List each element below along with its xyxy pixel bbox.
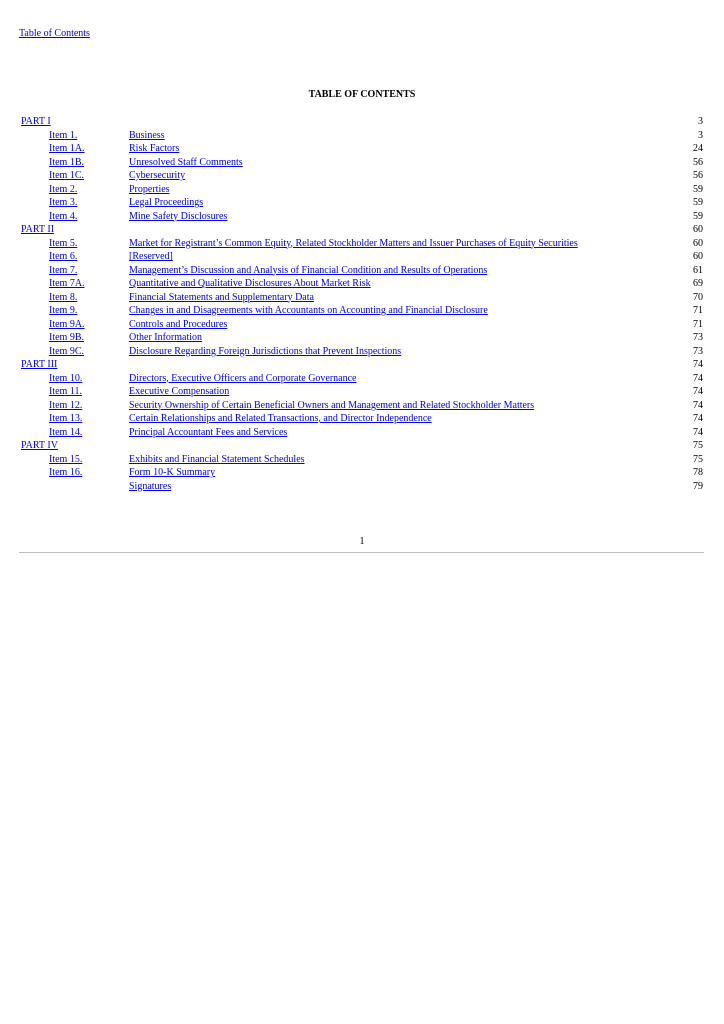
toc-item-number-link[interactable]: Item 1C. — [49, 170, 84, 181]
toc-page-number: 74 — [693, 426, 703, 438]
toc-part-row — [19, 439, 703, 453]
toc-page-number: 59 — [693, 183, 703, 195]
table-of-contents-link[interactable]: Table of Contents — [19, 28, 90, 39]
toc-item-number-link[interactable]: Item 4. — [49, 210, 78, 222]
toc-item-row — [19, 156, 703, 170]
toc-item-title-link[interactable]: Executive Compensation — [129, 386, 230, 397]
toc-part-row — [19, 358, 703, 372]
table-of-contents — [19, 115, 703, 493]
toc-item-title-link[interactable]: Business — [129, 129, 165, 141]
toc-page-number: 70 — [693, 291, 703, 303]
toc-page-number: 60 — [693, 251, 703, 262]
toc-item-row — [19, 331, 703, 345]
toc-item-row — [19, 318, 703, 332]
toc-page-number: 59 — [693, 197, 703, 208]
toc-page-number: 60 — [693, 237, 703, 249]
toc-item-number-link[interactable]: Item 7. — [49, 264, 78, 276]
toc-item-row — [19, 129, 703, 143]
toc-page-number: 73 — [693, 332, 703, 343]
toc-item-title-link[interactable]: Financial Statements and Supplementary Data — [129, 291, 314, 303]
toc-item-title-link[interactable]: Changes in and Disagreements with Accountants on Accounting and Financial Disclosure — [129, 305, 488, 316]
toc-page-number: 71 — [693, 318, 703, 330]
toc-part-link[interactable]: PART I — [21, 116, 51, 127]
toc-item-title-link[interactable]: Legal Proceedings — [129, 197, 204, 208]
toc-item-number-link[interactable]: Item 1B. — [49, 156, 84, 168]
toc-item-row — [19, 466, 703, 480]
toc-item-row — [19, 426, 703, 440]
toc-page-number: 74 — [693, 386, 703, 397]
toc-page-number: 74 — [693, 413, 703, 424]
toc-item-row — [19, 399, 703, 413]
toc-item-title-link[interactable]: Controls and Procedures — [129, 318, 228, 330]
toc-item-title-link[interactable]: Management’s Discussion and Analysis of Financial Condition and Results of Operations — [129, 264, 488, 276]
toc-item-number-link[interactable]: Item 6. — [49, 251, 78, 262]
toc-item-number-link[interactable]: Item 10. — [49, 372, 83, 384]
toc-item-number-link[interactable]: Item 11. — [49, 386, 82, 397]
toc-item-title-link[interactable]: Mine Safety Disclosures — [129, 210, 228, 222]
toc-item-title-link[interactable]: Market for Registrant’s Common Equity, Related Stockholder Matters and Issuer Purchases of Equity Securities — [129, 237, 578, 249]
toc-item-number-link[interactable]: Item 3. — [49, 197, 78, 208]
toc-item-title-link[interactable]: Principal Accountant Fees and Services — [129, 426, 288, 438]
toc-item-title-link[interactable]: Disclosure Regarding Foreign Jurisdictions that Prevent Inspections — [129, 345, 402, 357]
toc-page-number: 60 — [693, 224, 703, 235]
page-divider — [19, 552, 704, 553]
toc-item-row — [19, 385, 703, 399]
toc-item-row — [19, 345, 703, 359]
toc-item-title-link[interactable]: Unresolved Staff Comments — [129, 156, 243, 168]
toc-item-title-link[interactable]: Quantitative and Qualitative Disclosures About Market Risk — [129, 278, 371, 289]
toc-item-number-link[interactable]: Item 5. — [49, 237, 78, 249]
toc-item-number-link[interactable]: Item 9A. — [49, 318, 85, 330]
toc-page-number: 74 — [693, 372, 703, 384]
toc-item-row — [19, 412, 703, 426]
toc-page-number: 73 — [693, 345, 703, 357]
toc-item-row — [19, 453, 703, 467]
toc-part-row — [19, 223, 703, 237]
toc-item-title-link[interactable]: Other Information — [129, 332, 203, 343]
toc-item-row — [19, 142, 703, 156]
toc-item-number-link[interactable]: Item 1. — [49, 129, 78, 141]
toc-item-row — [19, 210, 703, 224]
page-number: 1 — [359, 536, 365, 547]
toc-item-row — [19, 480, 703, 494]
toc-item-number-link[interactable]: Item 13. — [49, 413, 83, 424]
toc-item-row — [19, 264, 703, 278]
toc-page-number: 79 — [693, 480, 703, 492]
page-title: TABLE OF CONTENTS — [308, 89, 416, 100]
toc-item-number-link[interactable]: Item 16. — [49, 467, 83, 478]
toc-item-title-link[interactable]: Cybersecurity — [129, 170, 186, 181]
toc-page-number: 69 — [693, 278, 703, 289]
toc-item-number-link[interactable]: Item 9. — [49, 305, 78, 316]
toc-item-row — [19, 169, 703, 183]
toc-page-number: 24 — [693, 143, 703, 154]
toc-part-link[interactable]: PART II — [21, 224, 55, 235]
toc-item-title-link[interactable]: Properties — [129, 183, 170, 195]
toc-item-title-link[interactable]: Certain Relationships and Related Transactions, and Director Independence — [129, 413, 432, 424]
toc-item-title-link[interactable]: Risk Factors — [129, 143, 180, 154]
toc-item-row — [19, 237, 703, 251]
toc-item-title-link[interactable]: Directors, Executive Officers and Corporate Governance — [129, 372, 357, 384]
toc-item-row — [19, 372, 703, 386]
toc-page-number: 74 — [693, 399, 703, 411]
toc-part-link[interactable]: PART III — [21, 359, 58, 370]
toc-item-row — [19, 250, 703, 264]
toc-item-row — [19, 304, 703, 318]
toc-item-title-link[interactable]: Form 10-K Summary — [129, 467, 216, 478]
toc-item-title-link[interactable]: Signatures — [129, 480, 172, 492]
toc-page-number: 3 — [698, 116, 703, 127]
toc-page-number: 56 — [693, 156, 703, 168]
toc-item-number-link[interactable]: Item 12. — [49, 399, 83, 411]
toc-part-link[interactable]: PART IV — [21, 440, 58, 451]
toc-item-number-link[interactable]: Item 15. — [49, 453, 83, 465]
toc-item-row — [19, 183, 703, 197]
toc-part-row — [19, 115, 703, 129]
toc-item-row — [19, 291, 703, 305]
toc-item-number-link[interactable]: Item 14. — [49, 426, 83, 438]
toc-page-number: 56 — [693, 170, 703, 181]
toc-item-row — [19, 277, 703, 291]
toc-page-number: 59 — [693, 210, 703, 222]
toc-item-number-link[interactable]: Item 7A. — [49, 278, 85, 289]
toc-page-number: 3 — [698, 129, 703, 141]
toc-item-number-link[interactable]: Item 8. — [49, 291, 78, 303]
toc-item-title-link[interactable]: [Reserved] — [129, 251, 173, 262]
toc-page-number: 74 — [693, 359, 703, 370]
toc-page-number: 61 — [693, 264, 703, 276]
toc-item-number-link[interactable]: Item 2. — [49, 183, 78, 195]
toc-item-row — [19, 196, 703, 210]
toc-page-number: 71 — [693, 305, 703, 316]
toc-page-number: 75 — [693, 440, 703, 451]
toc-page-number: 75 — [693, 453, 703, 465]
toc-item-number-link[interactable]: Item 1A. — [49, 143, 85, 154]
toc-item-title-link[interactable]: Exhibits and Financial Statement Schedules — [129, 453, 305, 465]
toc-item-title-link[interactable]: Security Ownership of Certain Beneficial Owners and Management and Related Stockholder Matters — [129, 399, 535, 411]
toc-page-number: 78 — [693, 467, 703, 478]
toc-item-number-link[interactable]: Item 9C. — [49, 345, 84, 357]
toc-item-number-link[interactable]: Item 9B. — [49, 332, 84, 343]
